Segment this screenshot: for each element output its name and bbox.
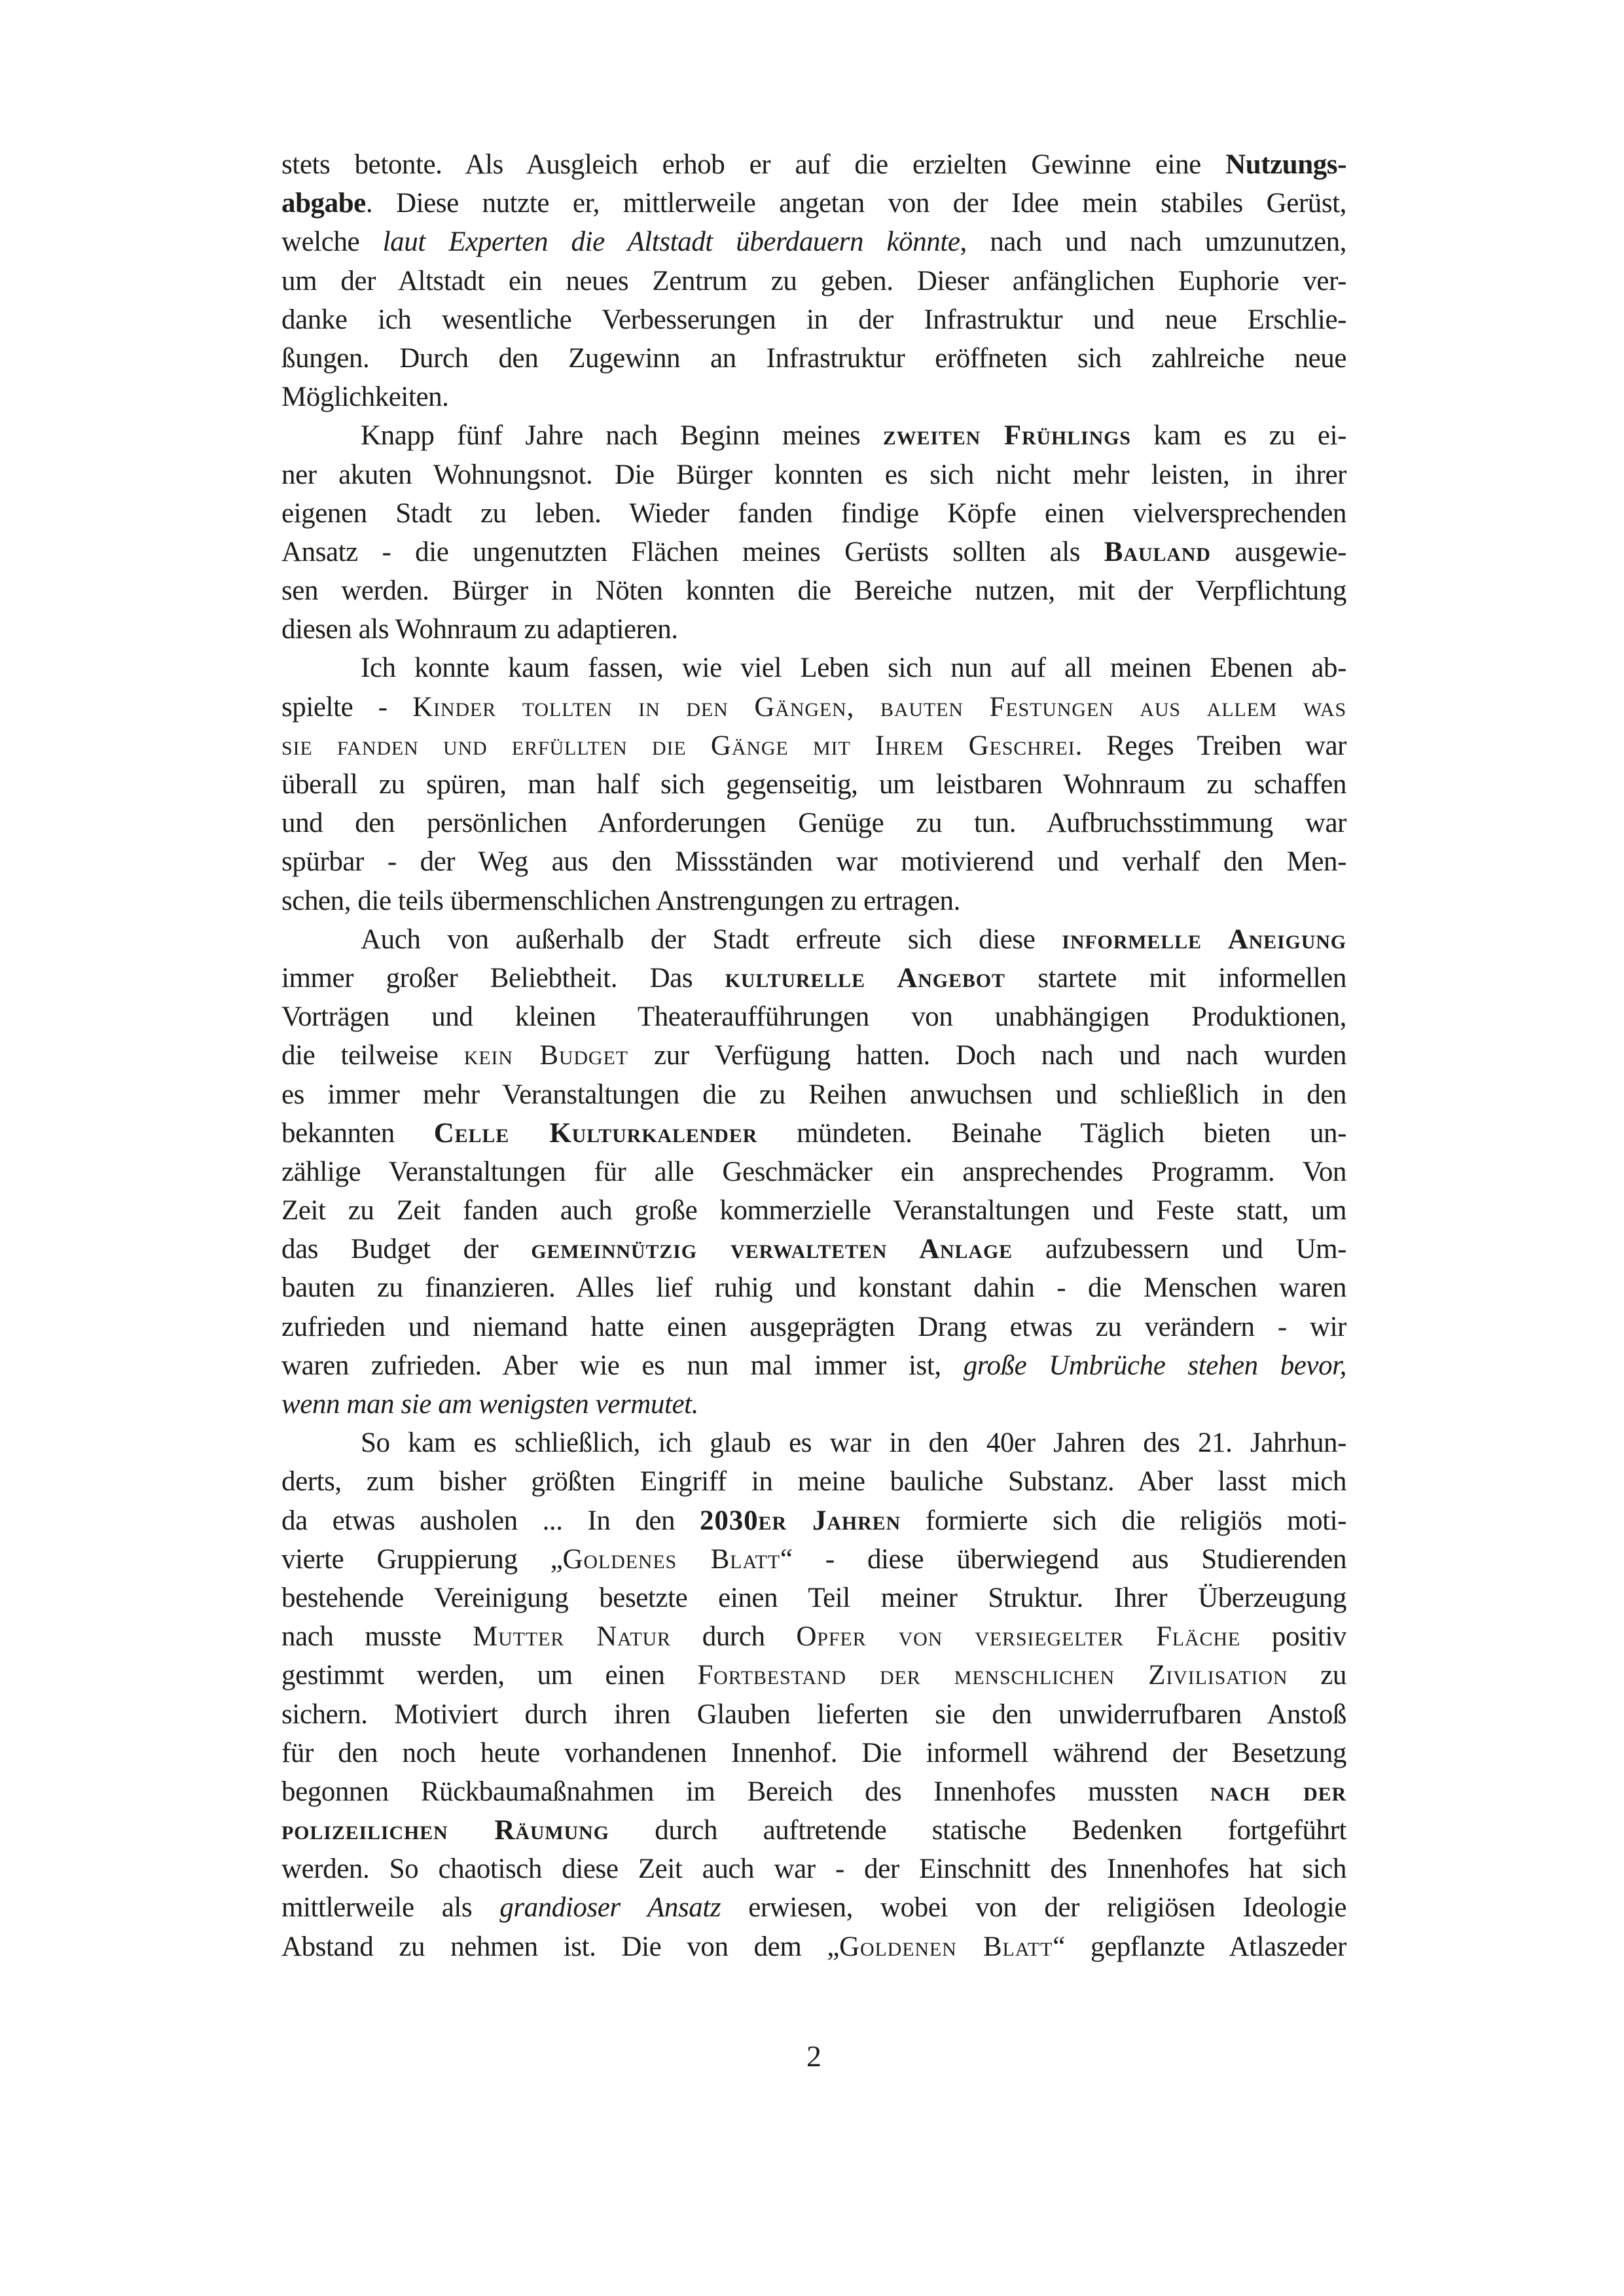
text-line	[281, 1191, 1346, 1230]
text-run: Celle Kulturkalender	[433, 1117, 758, 1149]
text-run: So kam es schließlich, ich glaub es war in den 40er Jahren des 21. Jahrhun-	[361, 1427, 1346, 1459]
text-run: sichern. Motiviert durch ihren Glauben lieferten sie den unwiderrufbaren Anstoß	[281, 1698, 1346, 1730]
text-line	[281, 145, 1346, 184]
text-line	[281, 1617, 1346, 1656]
text-line	[281, 1734, 1346, 1772]
text-run: 2030er Jahren	[700, 1505, 901, 1536]
text-line	[281, 1850, 1346, 1888]
text-line	[281, 1230, 1346, 1268]
text-line	[281, 1772, 1346, 1811]
text-run: durch	[670, 1621, 797, 1653]
text-run: “ - diese überwiegend aus Studierenden	[780, 1543, 1346, 1575]
text-run: spielte -	[281, 691, 413, 723]
text-run: informelle Aneigung	[1062, 924, 1346, 955]
text-run: spürbar - der Weg aus den Missständen war motivierend und verhalf den Men-	[281, 846, 1346, 878]
text-line	[281, 726, 1346, 765]
text-run: kam es zu ei-	[1130, 420, 1346, 452]
text-run: Ich konnte kaum fassen, wie viel Leben sich nun auf all meinen Ebenen ab-	[361, 653, 1346, 684]
text-run: zählige Veranstaltungen für alle Geschmäcker ein ansprechendes Programm. Von	[281, 1156, 1346, 1187]
text-line	[281, 882, 1346, 920]
text-run: zur Verfügung hatten. Doch nach und nach wurden	[628, 1040, 1346, 1071]
text-line	[281, 416, 1346, 455]
text-line	[281, 1346, 1346, 1385]
text-run: es immer mehr Veranstaltungen die zu Reihen anwuchsen und schließlich in den	[281, 1079, 1346, 1110]
text-run: aufzubessern und Um-	[1013, 1234, 1346, 1265]
body-text	[281, 145, 1346, 1966]
text-run: zu	[1288, 1660, 1346, 1691]
text-run: Vorträgen und kleinen Theateraufführungen von unabhängigen Produktionen,	[281, 1001, 1346, 1033]
page-number: 2	[806, 2039, 821, 2073]
text-line	[281, 1462, 1346, 1501]
text-run: , nach und nach umzunutzen,	[960, 226, 1346, 258]
text-run: bestehende Vereinigung besetzte einen Teil meiner Struktur. Ihrer Überzeugung	[281, 1582, 1346, 1613]
text-run: startete mit informellen	[1005, 962, 1346, 994]
text-run: zweiten Frühlings	[882, 420, 1131, 452]
text-line	[281, 1811, 1346, 1850]
page-footer	[281, 2037, 1346, 2076]
text-run: große Umbrüche stehen bevor,	[963, 1350, 1346, 1381]
text-run: polizeilichen Räumung	[281, 1815, 609, 1846]
text-run: derts, zum bisher größten Eingriff in meine bauliche Substanz. Aber lasst mich	[281, 1466, 1346, 1498]
text-line	[281, 1695, 1346, 1734]
text-line	[281, 1888, 1346, 1927]
text-run: Reges Treiben war	[1083, 730, 1346, 761]
text-line	[281, 494, 1346, 533]
text-run: wenn man sie am wenigsten vermutet.	[281, 1389, 699, 1420]
text-run: überall zu spüren, man half sich gegenseitig, um leistbaren Wohnraum zu schaffen	[281, 769, 1346, 800]
text-run: stets betonte. Als Ausgleich erhob er auf die erzielten Gewinne eine	[281, 149, 1226, 180]
text-run: ßungen. Durch den Zugewinn an Infrastruktur eröffneten sich zahlreiche neue	[281, 342, 1346, 374]
text-line	[281, 1540, 1346, 1579]
text-line	[281, 765, 1346, 804]
text-run: Ansatz - die ungenutzten Flächen meines Gerüsts sollten als	[281, 536, 1104, 567]
text-run: vierte Gruppierung „	[281, 1543, 563, 1575]
text-run: abgabe	[281, 188, 366, 219]
text-run: die teilweise	[281, 1040, 464, 1071]
text-run: bekannten	[281, 1117, 434, 1149]
text-run: diesen als Wohnraum zu adaptieren.	[281, 614, 678, 645]
text-line	[281, 920, 1346, 959]
text-run: . Diese nutzte er, mittlerweile angetan von der Idee mein stabiles Gerüst,	[365, 188, 1346, 219]
text-line	[281, 456, 1346, 494]
text-run: Mutter Natur	[473, 1621, 671, 1653]
text-line	[281, 571, 1346, 610]
text-run: danke ich wesentliche Verbesserungen in der Infrastruktur und neue Erschlie-	[281, 304, 1346, 335]
text-run: kulturelle Angebot	[725, 962, 1005, 994]
text-line	[281, 804, 1346, 842]
text-run: welche	[281, 226, 383, 258]
text-line	[281, 262, 1346, 300]
text-run: kein Budget	[463, 1040, 628, 1071]
text-run: waren zufrieden. Aber wie es nun mal immer ist,	[281, 1350, 964, 1381]
text-run: eigenen Stadt zu leben. Wieder fanden findige Köpfe einen vielversprechenden	[281, 497, 1346, 529]
text-run: immer großer Beliebtheit. Das	[281, 962, 725, 994]
text-run: zufrieden und niemand hatte einen ausgeprägten Drang etwas zu verändern - wir	[281, 1311, 1346, 1342]
text-run: sie fanden und erfüllten die Gänge mit Ihrem Geschrei.	[281, 730, 1083, 761]
text-line	[281, 610, 1346, 649]
text-line	[281, 1308, 1346, 1346]
text-run: das Budget der	[281, 1234, 532, 1265]
text-line	[281, 533, 1346, 571]
text-run: grandioser Ansatz	[499, 1892, 721, 1924]
text-run: durch auftretende statische Bedenken fortgeführt	[609, 1815, 1346, 1846]
text-line	[281, 1579, 1346, 1617]
text-line	[281, 688, 1346, 726]
text-run: mündeten. Beinahe Täglich bieten un-	[757, 1117, 1346, 1149]
text-line	[281, 959, 1346, 997]
text-line	[281, 1153, 1346, 1191]
text-line	[281, 184, 1346, 223]
text-run: sen werden. Bürger in Nöten konnten die Bereiche nutzen, mit der Verpflichtung	[281, 575, 1346, 607]
text-run: “ gepflanzte Atlaszeder	[1053, 1931, 1346, 1962]
text-run: ausgewie-	[1210, 536, 1346, 567]
text-run: für den noch heute vorhandenen Innenhof. Die informell während der Besetzung	[281, 1737, 1346, 1768]
text-line	[281, 378, 1346, 416]
text-line	[281, 649, 1346, 687]
text-run: Fortbestand der menschlichen Zivilisation	[697, 1660, 1288, 1691]
text-line	[281, 1656, 1346, 1695]
text-line	[281, 300, 1346, 339]
text-run: Abstand zu nehmen ist. Die von dem „	[281, 1931, 840, 1962]
text-run: schen, die teils übermenschlichen Anstrengungen zu ertragen.	[281, 885, 960, 916]
text-run: Kinder tollten in den Gängen, bauten Festungen aus allem was	[412, 691, 1346, 723]
text-line	[281, 842, 1346, 881]
text-run: Nutzungs-	[1225, 149, 1346, 180]
text-run: Auch von außerhalb der Stadt erfreute sich diese	[361, 924, 1062, 955]
text-run: Bauland	[1104, 536, 1211, 567]
text-run: Zeit zu Zeit fanden auch große kommerzielle Veranstaltungen und Feste statt, um	[281, 1195, 1346, 1227]
text-run: bauten zu finanzieren. Alles lief ruhig und konstant dahin - die Menschen waren	[281, 1272, 1346, 1304]
text-run: nach musste	[281, 1621, 473, 1653]
text-run: mittlerweile als	[281, 1892, 500, 1924]
text-run: Knapp fünf Jahre nach Beginn meines	[361, 420, 883, 452]
text-run: Goldenes Blatt	[562, 1543, 780, 1575]
text-line	[281, 1075, 1346, 1114]
text-run: positiv	[1240, 1621, 1346, 1653]
text-run: Möglichkeiten.	[281, 382, 449, 413]
text-line	[281, 1501, 1346, 1540]
text-line	[281, 1385, 1346, 1424]
text-run: Goldenen Blatt	[839, 1931, 1053, 1962]
text-run: gemeinnützig verwalteten Anlage	[531, 1234, 1013, 1265]
text-line	[281, 223, 1346, 261]
text-run: begonnen Rückbaumaßnahmen im Bereich des Innenhofes mussten	[281, 1776, 1210, 1807]
text-line	[281, 1036, 1346, 1075]
text-line	[281, 1928, 1346, 1966]
text-run: werden. So chaotisch diese Zeit auch war - der Einschnitt des Innenhofes hat sich	[281, 1854, 1346, 1885]
text-run: da etwas ausholen ... In den	[281, 1505, 700, 1536]
text-run: um der Altstadt ein neues Zentrum zu geben. Dieser anfänglichen Euphorie ver-	[281, 265, 1346, 296]
text-line	[281, 997, 1346, 1036]
text-line	[281, 1268, 1346, 1307]
text-line	[281, 339, 1346, 378]
text-run: gestimmt werden, um einen	[281, 1660, 698, 1691]
text-run: ner akuten Wohnungsnot. Die Bürger konnten es sich nicht mehr leisten, in ihrer	[281, 459, 1346, 490]
text-run: nach der	[1210, 1776, 1346, 1807]
text-run: Opfer von versiegelter Fläche	[796, 1621, 1241, 1653]
text-line	[281, 1424, 1346, 1462]
text-run: erwiesen, wobei von der religiösen Ideologie	[721, 1892, 1346, 1924]
text-run: formierte sich die religiös moti-	[901, 1505, 1346, 1536]
text-line	[281, 1114, 1346, 1153]
text-run: laut Experten die Altstadt überdauern könnte	[382, 226, 960, 258]
text-run: und den persönlichen Anforderungen Genüge zu tun. Aufbruchsstimmung war	[281, 808, 1346, 839]
